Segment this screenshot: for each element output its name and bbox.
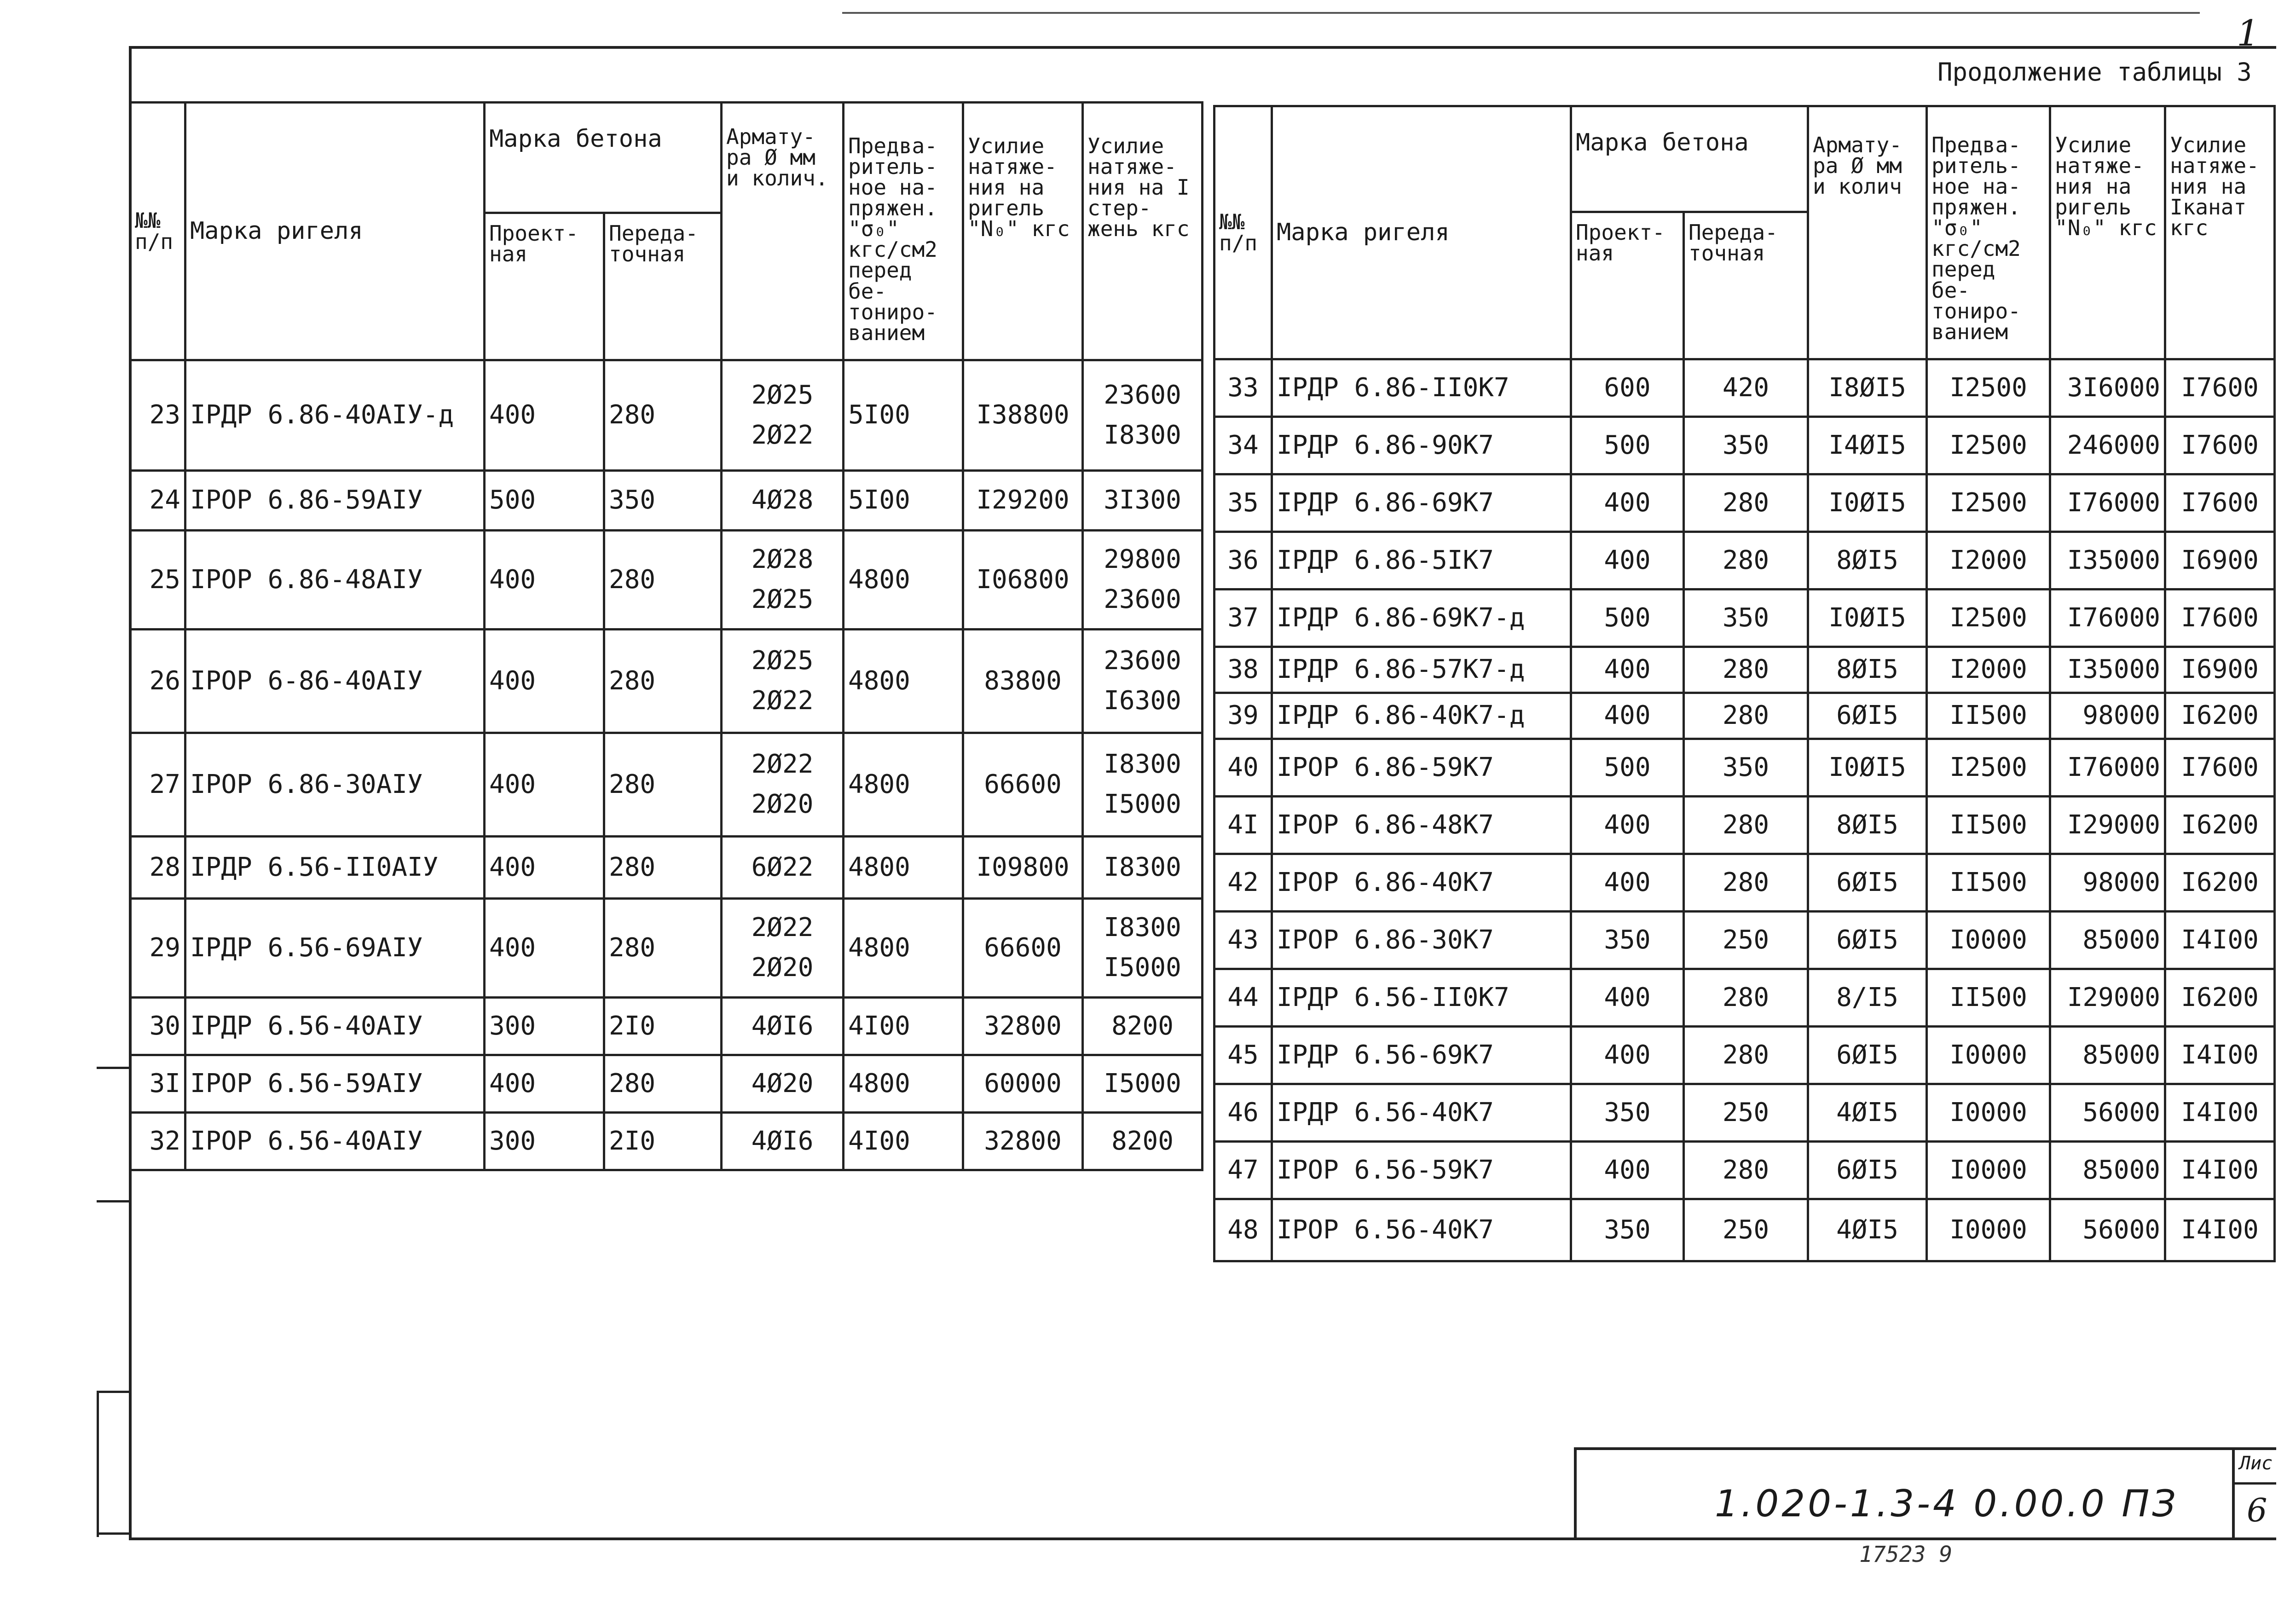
- concrete-design: 400: [485, 733, 604, 837]
- table-row: [1214, 969, 2275, 1027]
- force-beam-value: 3I6000: [2050, 359, 2165, 417]
- header-concrete: Марка бетона: [1571, 106, 1808, 212]
- row-number: 3I: [130, 1055, 185, 1113]
- table-row: [1214, 854, 2275, 912]
- concrete-design: 500: [1571, 417, 1684, 474]
- force-cable-value: I6900: [2165, 532, 2275, 589]
- force-bar-value: [1083, 471, 1203, 531]
- prestress-value: 4I00: [844, 1113, 963, 1170]
- prestress-value: 5I00: [844, 360, 963, 471]
- rebar-spec: I8ØI5: [1808, 359, 1927, 417]
- force-beam-value: 56000: [2050, 1199, 2165, 1261]
- rebar-spec-line: 2Ø25: [751, 380, 814, 410]
- sheet-number: 6: [2247, 1491, 2267, 1529]
- beam-mark: IРОР 6.56-59К7: [1272, 1142, 1571, 1199]
- concrete-transfer: 250: [1684, 1199, 1808, 1261]
- row-number: 23: [130, 360, 185, 471]
- force-cable-value: I6200: [2165, 797, 2275, 854]
- concrete-design: 500: [1571, 589, 1684, 647]
- table-row: [1214, 912, 2275, 969]
- force-bar-value: [1083, 1113, 1203, 1170]
- concrete-transfer: 280: [604, 1055, 722, 1113]
- force-bar-value: [1083, 1055, 1203, 1113]
- force-bar-value: [1083, 360, 1203, 471]
- force-bar-value-line: I5000: [1104, 953, 1181, 982]
- force-bar-value-line: I8300: [1104, 913, 1181, 943]
- rebar-spec-line: 2Ø22: [751, 913, 814, 943]
- beam-mark: IРДР 6.86-40АIУ-д: [185, 360, 485, 471]
- force-bar-value-line: 8200: [1111, 1126, 1174, 1156]
- force-bar-value-line: I6300: [1104, 686, 1181, 716]
- row-number: 33: [1214, 359, 1272, 417]
- rebar-spec: [722, 1113, 844, 1170]
- table-row: [130, 899, 1203, 998]
- row-number: 46: [1214, 1084, 1272, 1142]
- beam-mark: IРОР 6.86-48К7: [1272, 797, 1571, 854]
- margin-tick: [97, 1532, 132, 1535]
- force-bar-value: [1083, 531, 1203, 630]
- prestress-value: I2000: [1927, 647, 2050, 693]
- table-row: [1214, 417, 2275, 474]
- prestress-value: II500: [1927, 797, 2050, 854]
- concrete-design: 350: [1571, 1199, 1684, 1261]
- force-beam-value: 32800: [963, 998, 1083, 1055]
- force-beam-value: 32800: [963, 1113, 1083, 1170]
- force-beam-value: 98000: [2050, 854, 2165, 912]
- force-beam-value: 60000: [963, 1055, 1083, 1113]
- table-row: [130, 630, 1203, 733]
- row-number: 45: [1214, 1027, 1272, 1084]
- force-beam-value: 66600: [963, 899, 1083, 998]
- header-mark: Марка ригеля: [185, 103, 485, 360]
- force-cable-value: I7600: [2165, 417, 2275, 474]
- margin-tick: [97, 1391, 132, 1393]
- concrete-design: 350: [1571, 912, 1684, 969]
- beam-mark: IРДР 6.56-40АIУ: [185, 998, 485, 1055]
- rebar-spec-line: 2Ø20: [751, 953, 814, 982]
- concrete-transfer: 250: [1684, 912, 1808, 969]
- force-bar-value: [1083, 837, 1203, 899]
- beam-mark: IРДР 6.86-5IК7: [1272, 532, 1571, 589]
- concrete-transfer: 280: [604, 837, 722, 899]
- left-table: [129, 101, 1203, 1171]
- table-row: [1214, 797, 2275, 854]
- force-bar-value-line: 23600: [1104, 380, 1181, 410]
- force-cable-value: I4I00: [2165, 1142, 2275, 1199]
- force-beam-value: 85000: [2050, 1027, 2165, 1084]
- force-cable-value: I4I00: [2165, 1199, 2275, 1261]
- table-caption: Продолжение таблицы 3: [1937, 58, 2252, 87]
- force-beam-value: I76000: [2050, 739, 2165, 797]
- rebar-spec: 8ØI5: [1808, 532, 1927, 589]
- rebar-spec-line: 2Ø22: [751, 420, 814, 450]
- concrete-design: 600: [1571, 359, 1684, 417]
- force-beam-value: 83800: [963, 630, 1083, 733]
- row-number: 30: [130, 998, 185, 1055]
- concrete-design: 400: [1571, 969, 1684, 1027]
- force-cable-value: I7600: [2165, 359, 2275, 417]
- beam-mark: IРОР 6.86-59К7: [1272, 739, 1571, 797]
- force-bar-value-line: 3I300: [1104, 485, 1181, 515]
- prestress-value: I0000: [1927, 1084, 2050, 1142]
- force-beam-value: I76000: [2050, 589, 2165, 647]
- force-cable-value: I6900: [2165, 647, 2275, 693]
- beam-mark: IРОР 6.86-59АIУ: [185, 471, 485, 531]
- force-beam-value: I06800: [963, 531, 1083, 630]
- concrete-design: 400: [485, 531, 604, 630]
- prestress-value: I2500: [1927, 474, 2050, 532]
- beam-mark: IРДР 6.56-II0К7: [1272, 969, 1571, 1027]
- prestress-value: 4I00: [844, 998, 963, 1055]
- force-bar-value: [1083, 899, 1203, 998]
- header-force-beam: Усилие натяже- ния на ригель "N₀" кгс: [2050, 106, 2165, 359]
- force-beam-value: 85000: [2050, 912, 2165, 969]
- title-block: [1574, 1447, 2276, 1537]
- force-beam-value: 56000: [2050, 1084, 2165, 1142]
- beam-mark: IРДР 6.56-69АIУ: [185, 899, 485, 998]
- beam-mark: IРОР 6.86-48АIУ: [185, 531, 485, 630]
- concrete-transfer: 350: [1684, 589, 1808, 647]
- sheet-label: Лис: [2239, 1453, 2273, 1474]
- header-force-bar: Усилие натяже- ния на I стер- жень кгс: [1083, 103, 1203, 360]
- row-number: 37: [1214, 589, 1272, 647]
- prestress-value: II500: [1927, 693, 2050, 739]
- rebar-spec: 8ØI5: [1808, 647, 1927, 693]
- force-bar-value-line: I8300: [1104, 420, 1181, 450]
- concrete-design: 400: [485, 899, 604, 998]
- rebar-spec: 8ØI5: [1808, 797, 1927, 854]
- table-row: [1214, 1027, 2275, 1084]
- force-bar-value: [1083, 630, 1203, 733]
- force-bar-value-line: 23600: [1104, 584, 1181, 614]
- force-beam-value: I29000: [2050, 797, 2165, 854]
- rebar-spec: 6ØI5: [1808, 854, 1927, 912]
- beam-mark: IРДР 6.56-40К7: [1272, 1084, 1571, 1142]
- concrete-design: 400: [1571, 693, 1684, 739]
- concrete-design: 400: [1571, 854, 1684, 912]
- rebar-spec: 6ØI5: [1808, 912, 1927, 969]
- table-row: [130, 998, 1203, 1055]
- prestress-value: 4800: [844, 630, 963, 733]
- beam-mark: IРДР 6.86-57К7-д: [1272, 647, 1571, 693]
- row-number: 26: [130, 630, 185, 733]
- row-number: 38: [1214, 647, 1272, 693]
- beam-mark: IРДР 6.86-69К7-д: [1272, 589, 1571, 647]
- concrete-transfer: 280: [604, 360, 722, 471]
- table-row: [1214, 474, 2275, 532]
- row-number: 24: [130, 471, 185, 531]
- concrete-transfer: 280: [604, 630, 722, 733]
- concrete-transfer: 350: [1684, 417, 1808, 474]
- prestress-value: 4800: [844, 899, 963, 998]
- force-cable-value: I7600: [2165, 589, 2275, 647]
- force-cable-value: I7600: [2165, 739, 2275, 797]
- force-bar-value: [1083, 998, 1203, 1055]
- beam-mark: IРОР 6.56-59АIУ: [185, 1055, 485, 1113]
- table-row: [130, 360, 1203, 471]
- prestress-value: II500: [1927, 854, 2050, 912]
- beam-mark: IРОР 6.56-40К7: [1272, 1199, 1571, 1261]
- row-number: 25: [130, 531, 185, 630]
- beam-mark: IРОР 6.86-40К7: [1272, 854, 1571, 912]
- rebar-spec: I4ØI5: [1808, 417, 1927, 474]
- concrete-design: 400: [1571, 1142, 1684, 1199]
- table-row: [1214, 359, 2275, 417]
- concrete-design: 400: [485, 1055, 604, 1113]
- rebar-spec: [722, 471, 844, 531]
- concrete-transfer: 420: [1684, 359, 1808, 417]
- concrete-transfer: 250: [1684, 1084, 1808, 1142]
- rebar-spec: I0ØI5: [1808, 474, 1927, 532]
- margin-tick: [97, 1200, 132, 1202]
- row-number: 29: [130, 899, 185, 998]
- concrete-design: 500: [1571, 739, 1684, 797]
- force-bar-value-line: 8200: [1111, 1011, 1174, 1041]
- row-number: 42: [1214, 854, 1272, 912]
- sheet-corner-mark: 1: [2237, 13, 2260, 54]
- rebar-spec: 6ØI5: [1808, 1027, 1927, 1084]
- beam-mark: IРДР 6.86-69К7: [1272, 474, 1571, 532]
- prestress-value: 5I00: [844, 471, 963, 531]
- row-number: 35: [1214, 474, 1272, 532]
- beam-mark: IРДР 6.86-II0К7: [1272, 359, 1571, 417]
- row-number: 28: [130, 837, 185, 899]
- rebar-spec-line: 4ØI6: [751, 1011, 814, 1041]
- force-beam-value: 246000: [2050, 417, 2165, 474]
- force-beam-value: I29000: [2050, 969, 2165, 1027]
- prestress-value: 4800: [844, 1055, 963, 1113]
- concrete-transfer: 280: [1684, 693, 1808, 739]
- force-bar-value-line: I8300: [1104, 749, 1181, 780]
- rebar-spec-line: 4Ø20: [751, 1068, 814, 1098]
- beam-mark: IРОР 6.56-40АIУ: [185, 1113, 485, 1170]
- force-bar-value-line: I5000: [1104, 1068, 1181, 1098]
- concrete-design: 400: [1571, 474, 1684, 532]
- rebar-spec: [722, 837, 844, 899]
- rebar-spec-line: 2Ø22: [751, 686, 814, 716]
- force-beam-value: 98000: [2050, 693, 2165, 739]
- margin-line: [97, 1391, 99, 1537]
- force-bar-value-line: 29800: [1104, 544, 1181, 575]
- header-design: Проект- ная: [1571, 212, 1684, 359]
- concrete-design: 400: [1571, 797, 1684, 854]
- concrete-transfer: 280: [604, 531, 722, 630]
- force-bar-value-line: 23600: [1104, 646, 1181, 676]
- table-row: [130, 1113, 1203, 1170]
- concrete-design: 500: [485, 471, 604, 531]
- concrete-transfer: 280: [1684, 532, 1808, 589]
- rebar-spec-line: 6Ø22: [751, 852, 814, 882]
- rebar-spec: 6ØI5: [1808, 1142, 1927, 1199]
- force-beam-value: I35000: [2050, 532, 2165, 589]
- table-row: [1214, 647, 2275, 693]
- force-cable-value: I6200: [2165, 969, 2275, 1027]
- header-force-beam: Усилие натяже- ния на ригель "N₀" кгс: [963, 103, 1083, 360]
- prestress-value: I0000: [1927, 1142, 2050, 1199]
- row-number: 27: [130, 733, 185, 837]
- margin-tick: [97, 1067, 132, 1069]
- footer-note: 17523 9: [1859, 1542, 1953, 1567]
- prestress-value: I0000: [1927, 912, 2050, 969]
- concrete-design: 400: [1571, 647, 1684, 693]
- force-beam-value: I09800: [963, 837, 1083, 899]
- rebar-spec-line: 2Ø22: [751, 749, 814, 780]
- concrete-transfer: 280: [604, 733, 722, 837]
- sheet-number-box: [2232, 1450, 2276, 1537]
- rebar-spec: I0ØI5: [1808, 589, 1927, 647]
- rebar-spec-line: 2Ø28: [751, 544, 814, 575]
- concrete-transfer: 280: [1684, 797, 1808, 854]
- table-row: [130, 733, 1203, 837]
- concrete-design: 400: [1571, 1027, 1684, 1084]
- beam-mark: IРОР 6.86-30К7: [1272, 912, 1571, 969]
- prestress-value: I2000: [1927, 532, 2050, 589]
- rebar-spec: [722, 733, 844, 837]
- concrete-transfer: 2I0: [604, 1113, 722, 1170]
- rebar-spec: 4ØI5: [1808, 1084, 1927, 1142]
- header-prestress: Предва- ритель- ное на- пряжен. "σ₀" кгс/см2 перед бе- тониро- ванием: [844, 103, 963, 360]
- force-cable-value: I4I00: [2165, 1027, 2275, 1084]
- concrete-design: 350: [1571, 1084, 1684, 1142]
- header-design: Проект- ная: [485, 213, 604, 360]
- row-number: 48: [1214, 1199, 1272, 1261]
- force-beam-value: 66600: [963, 733, 1083, 837]
- force-beam-value: 85000: [2050, 1142, 2165, 1199]
- row-number: 47: [1214, 1142, 1272, 1199]
- force-bar-value: [1083, 733, 1203, 837]
- force-cable-value: I7600: [2165, 474, 2275, 532]
- rebar-spec: [722, 899, 844, 998]
- row-number: 39: [1214, 693, 1272, 739]
- rebar-spec: [722, 998, 844, 1055]
- concrete-transfer: 280: [1684, 969, 1808, 1027]
- force-cable-value: I6200: [2165, 693, 2275, 739]
- concrete-transfer: 2I0: [604, 998, 722, 1055]
- sheet-divider: [2235, 1482, 2276, 1485]
- header-prestress: Предва- ритель- ное на- пряжен. "σ₀" кгс/см2 перед бе- тониро- ванием: [1927, 106, 2050, 359]
- concrete-design: 400: [485, 630, 604, 733]
- rebar-spec-line: 2Ø20: [751, 789, 814, 819]
- row-number: 34: [1214, 417, 1272, 474]
- document-code: 1.020-1.3-4 0.00.0 ПЗ: [1715, 1482, 2179, 1525]
- rebar-spec: [722, 630, 844, 733]
- header-num: №№ п/п: [130, 103, 185, 360]
- concrete-transfer: 280: [1684, 474, 1808, 532]
- force-beam-value: I38800: [963, 360, 1083, 471]
- header-concrete: Марка бетона: [485, 103, 722, 213]
- rebar-spec-line: 4ØI6: [751, 1126, 814, 1156]
- concrete-transfer: 280: [1684, 1142, 1808, 1199]
- force-cable-value: I6200: [2165, 854, 2275, 912]
- rebar-spec: 4ØI5: [1808, 1199, 1927, 1261]
- prestress-value: I2500: [1927, 589, 2050, 647]
- concrete-transfer: 280: [1684, 854, 1808, 912]
- beam-mark: IРДР 6.86-90К7: [1272, 417, 1571, 474]
- beam-mark: IРОР 6-86-40АIУ: [185, 630, 485, 733]
- prestress-value: 4800: [844, 837, 963, 899]
- table-row: [130, 531, 1203, 630]
- concrete-design: 400: [485, 837, 604, 899]
- table-row: [130, 837, 1203, 899]
- row-number: 36: [1214, 532, 1272, 589]
- table-row: [1214, 589, 2275, 647]
- force-beam-value: I29200: [963, 471, 1083, 531]
- force-bar-value-line: I5000: [1104, 789, 1181, 819]
- concrete-transfer: 280: [604, 899, 722, 998]
- concrete-transfer: 350: [1684, 739, 1808, 797]
- rebar-spec: I0ØI5: [1808, 739, 1927, 797]
- header-rebar: Армату- ра Ø мм и колич: [1808, 106, 1927, 359]
- rebar-spec: 8/I5: [1808, 969, 1927, 1027]
- rebar-spec: 6ØI5: [1808, 693, 1927, 739]
- right-table: [1213, 105, 2276, 1262]
- concrete-design: 300: [485, 1113, 604, 1170]
- prestress-value: I2500: [1927, 359, 2050, 417]
- row-number: 40: [1214, 739, 1272, 797]
- concrete-design: 300: [485, 998, 604, 1055]
- force-cable-value: I4I00: [2165, 912, 2275, 969]
- header-transfer: Переда- точная: [1684, 212, 1808, 359]
- row-number: 43: [1214, 912, 1272, 969]
- force-cable-value: I4I00: [2165, 1084, 2275, 1142]
- concrete-transfer: 280: [1684, 1027, 1808, 1084]
- table-row: [1214, 532, 2275, 589]
- table-row: [1214, 693, 2275, 739]
- concrete-transfer: 350: [604, 471, 722, 531]
- table-row: [1214, 739, 2275, 797]
- rebar-spec: [722, 360, 844, 471]
- rebar-spec: [722, 531, 844, 630]
- table-row: [130, 471, 1203, 531]
- beam-mark: IРДР 6.56-II0АIУ: [185, 837, 485, 899]
- table-row: [1214, 1142, 2275, 1199]
- prestress-value: II500: [1927, 969, 2050, 1027]
- table-row: [1214, 1084, 2275, 1142]
- table-row: [1214, 1199, 2275, 1261]
- force-beam-value: I35000: [2050, 647, 2165, 693]
- beam-mark: IРДР 6.86-40К7-д: [1272, 693, 1571, 739]
- rebar-spec-line: 2Ø25: [751, 584, 814, 614]
- row-number: 32: [130, 1113, 185, 1170]
- header-transfer: Переда- точная: [604, 213, 722, 360]
- prestress-value: I2500: [1927, 417, 2050, 474]
- prestress-value: 4800: [844, 733, 963, 837]
- prestress-value: 4800: [844, 531, 963, 630]
- force-bar-value-line: I8300: [1104, 852, 1181, 882]
- force-beam-value: I76000: [2050, 474, 2165, 532]
- concrete-transfer: 280: [1684, 647, 1808, 693]
- prestress-value: I0000: [1927, 1199, 2050, 1261]
- rebar-spec-line: 2Ø25: [751, 646, 814, 676]
- table-row: [130, 1055, 1203, 1113]
- beam-mark: IРОР 6.86-30АIУ: [185, 733, 485, 837]
- rebar-spec-line: 4Ø28: [751, 485, 814, 515]
- concrete-design: 400: [1571, 532, 1684, 589]
- rebar-spec: [722, 1055, 844, 1113]
- header-num: №№ п/п: [1214, 106, 1272, 359]
- prestress-value: I0000: [1927, 1027, 2050, 1084]
- header-rebar: Армату- ра Ø мм и колич.: [722, 103, 844, 360]
- concrete-design: 400: [485, 360, 604, 471]
- row-number: 44: [1214, 969, 1272, 1027]
- top-border-lines: [842, 6, 2200, 14]
- prestress-value: I2500: [1927, 739, 2050, 797]
- beam-mark: IРДР 6.56-69К7: [1272, 1027, 1571, 1084]
- header-force-cable: Усилие натяже- ния на Iканат кгс: [2165, 106, 2275, 359]
- row-number: 4I: [1214, 797, 1272, 854]
- header-mark: Марка ригеля: [1272, 106, 1571, 359]
